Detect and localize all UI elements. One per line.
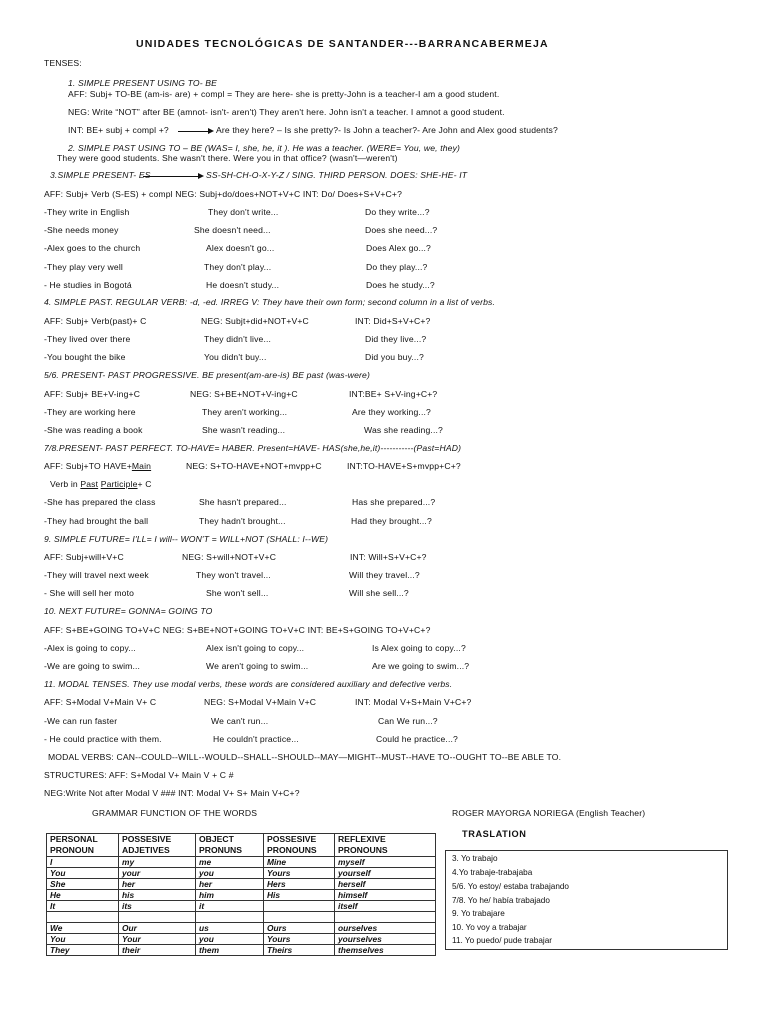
example-aff: -They had brought the ball (44, 516, 149, 526)
table-cell: His (264, 890, 335, 901)
table-row (47, 857, 436, 868)
table-cell: me (196, 857, 264, 868)
example-int: Are they working...? (352, 407, 431, 417)
s9-int: INT: Will+S+V+C+? (350, 552, 427, 562)
table-row (47, 868, 436, 879)
example-aff: -They lived over there (44, 334, 131, 344)
table-cell: Yours (264, 934, 335, 945)
table-cell (47, 912, 119, 923)
table-cell: He (47, 890, 119, 901)
s9-heading: 9. SIMPLE FUTURE= I'LL= I will-- WON'T = WILL+NOT (SHALL: I--WE) (44, 534, 329, 544)
table-cell: itself (335, 901, 436, 912)
s3-heading: 3.SIMPLE PRESENT- ES (50, 170, 151, 180)
s7-aff: AFF: Subj+TO HAVE+Main (44, 461, 152, 471)
column-header: POSSESIVE ADJETIVES (119, 834, 196, 857)
table-cell: yourself (335, 868, 436, 879)
example-int: Could he practice...? (376, 734, 458, 744)
table-cell: Ours (264, 923, 335, 934)
example-int: Are we going to swim...? (372, 661, 470, 671)
table-cell: her (119, 879, 196, 890)
s3-structure: AFF: Subj+ Verb (S-ES) + compl NEG: Subj+do/does+NOT+V+C INT: Do/ Does+S+V+C+? (44, 189, 402, 199)
table-cell (264, 912, 335, 923)
example-neg: She doesn't need... (194, 225, 271, 235)
example-int: Does Alex go...? (366, 243, 431, 253)
s2-line: They were good students. She wasn't there. Were you in that office? (wasn't—weren't) (57, 153, 398, 163)
example-aff: -They will travel next week (44, 570, 149, 580)
example-neg: We aren't going to swim... (206, 661, 309, 671)
grammar-table (46, 833, 436, 956)
table-row (47, 890, 436, 901)
s5-heading: 5/6. PRESENT- PAST PROGRESSIVE. BE present(am-are-is) BE past (was-were) (44, 370, 370, 380)
s9-aff: AFF: Subj+will+V+C (44, 552, 124, 562)
table-cell: You (47, 934, 119, 945)
table-header-row (47, 834, 436, 857)
example-int: Will they travel...? (349, 570, 420, 580)
table-cell: They (47, 945, 119, 956)
table-cell: my (119, 857, 196, 868)
table-cell: Yours (264, 868, 335, 879)
translation-item: 5/6. Yo estoy/ estaba trabajando (452, 882, 569, 891)
s2-heading: 2. SIMPLE PAST USING TO – BE (WAS= I, she, he, it ). He was a teacher. (WERE= You, we, they) (68, 143, 461, 153)
s9-neg: NEG: S+will+NOT+V+C (182, 552, 277, 562)
table-cell: Theirs (264, 945, 335, 956)
example-int: Do they write...? (365, 207, 430, 217)
translation-item: 3. Yo trabajo (452, 854, 498, 863)
example-aff: -She has prepared the class (44, 497, 156, 507)
translation-item: 7/8. Yo he/ había trabajado (452, 896, 550, 905)
table-cell: him (196, 890, 264, 901)
example-neg: Alex doesn't go... (206, 243, 275, 253)
example-neg: We can't run... (211, 716, 269, 726)
example-int: Did they live...? (365, 334, 427, 344)
example-int: Was she reading...? (364, 425, 443, 435)
table-cell: you (196, 868, 264, 879)
s11-aff: AFF: S+Modal V+Main V+ C (44, 697, 157, 707)
table-cell: She (47, 879, 119, 890)
s1-heading: 1. SIMPLE PRESENT USING TO- BE (68, 78, 218, 88)
example-aff: -You bought the bike (44, 352, 126, 362)
table-cell: its (119, 901, 196, 912)
s11-int: INT: Modal V+S+Main V+C+? (355, 697, 472, 707)
s4-heading: 4. SIMPLE PAST. REGULAR VERB: -d, -ed. IRREG V: They have their own form; second column in a list of verbs. (44, 297, 496, 307)
s3-heading-rule: SS-SH-CH-O-X-Y-Z / SING. THIRD PERSON. DOES: SHE-HE- IT (206, 170, 468, 180)
example-int: Does he study...? (366, 280, 435, 290)
s5-neg: NEG: S+BE+NOT+V-ing+C (190, 389, 298, 399)
s4-neg: NEG: Subjt+did+NOT+V+C (201, 316, 309, 326)
column-header: OBJECT PRONUNS (196, 834, 264, 857)
s7-heading: 7/8.PRESENT- PAST PERFECT. TO-HAVE= HABER. Present=HAVE- HAS(she,he,it)-----------(Past=HAD) (44, 443, 462, 453)
table-row (47, 945, 436, 956)
s4-aff: AFF: Subj+ Verb(past)+ C (44, 316, 147, 326)
example-neg: They didn't live... (204, 334, 272, 344)
modal-neg-int: NEG:Write Not after Modal V ### INT: Modal V+ S+ Main V+C+? (44, 788, 300, 798)
s7-neg: NEG: S+TO-HAVE+NOT+mvpp+C (186, 461, 322, 471)
s11-heading: 11. MODAL TENSES. They use modal verbs, these words are considered auxiliary and defective verbs. (44, 679, 453, 689)
column-header: PERSONAL PRONOUN (47, 834, 119, 857)
example-aff: -She needs money (44, 225, 119, 235)
example-neg: She won't sell... (206, 588, 269, 598)
table-cell: We (47, 923, 119, 934)
example-neg: You didn't buy... (204, 352, 267, 362)
example-neg: He couldn't practice... (213, 734, 299, 744)
table-row (47, 934, 436, 945)
tenses-label: TENSES: (44, 58, 82, 68)
example-aff: -Alex goes to the church (44, 243, 141, 253)
table-cell: your (119, 868, 196, 879)
arrow-right-icon (178, 131, 209, 132)
translation-item: 11. Yo puedo/ pude trabajar (452, 936, 553, 945)
s1-neg: NEG: Write “NOT” after BE (amnot- isn't- aren't) They aren't here. John isn't a teacher. I amnot a good student. (68, 107, 505, 117)
table-row (47, 879, 436, 890)
table-cell: themselves (335, 945, 436, 956)
table-cell: you (196, 934, 264, 945)
table-cell: Your (119, 934, 196, 945)
table-cell: her (196, 879, 264, 890)
s1-aff: AFF: Subj+ TO-BE (am-is- are) + compl = They are here- she is pretty-John is a teacher-I am a good student. (68, 89, 500, 99)
table-cell: them (196, 945, 264, 956)
s10-structure: AFF: S+BE+GOING TO+V+C NEG: S+BE+NOT+GOING TO+V+C INT: BE+S+GOING TO+V+C+? (44, 625, 431, 635)
s11-neg: NEG: S+Modal V+Main V+C (204, 697, 317, 707)
grammar-title: GRAMMAR FUNCTION OF THE WORDS (92, 808, 258, 818)
table-cell (264, 901, 335, 912)
modal-verbs-list: MODAL VERBS: CAN--COULD--WILL--WOULD--SHALL--SHOULD--MAY—MIGHT--MUST--HAVE TO--OUGHT TO--BE ABLE TO. (48, 752, 562, 762)
example-aff: -She was reading a book (44, 425, 143, 435)
table-cell: Hers (264, 879, 335, 890)
example-int: Does she need...? (365, 225, 438, 235)
table-cell: You (47, 868, 119, 879)
example-aff: -Alex is going to copy... (44, 643, 136, 653)
document-title: UNIDADES TECNOLÓGICAS DE SANTANDER---BARRANCABERMEJA (136, 38, 549, 50)
translation-box (445, 850, 728, 950)
table-cell: their (119, 945, 196, 956)
example-int: Can We run...? (378, 716, 438, 726)
example-neg: She hasn't prepared... (199, 497, 287, 507)
table-cell: his (119, 890, 196, 901)
table-cell: I (47, 857, 119, 868)
example-aff: -We can run faster (44, 716, 118, 726)
s5-int: INT:BE+ S+V-ing+C+? (349, 389, 438, 399)
translation-item: 4.Yo trabaje-trabajaba (452, 868, 533, 877)
table-cell: It (47, 901, 119, 912)
table-cell: Mine (264, 857, 335, 868)
example-neg: They don't play... (204, 262, 272, 272)
translation-item: 9. Yo trabajare (452, 909, 505, 918)
example-aff: -They are working here (44, 407, 136, 417)
column-header: POSSESIVE PRONOUNS (264, 834, 335, 857)
translation-item: 10. Yo voy a trabajar (452, 923, 527, 932)
example-neg: He doesn't study... (206, 280, 280, 290)
table-cell (119, 912, 196, 923)
table-cell: Our (119, 923, 196, 934)
s5-aff: AFF: Subj+ BE+V-ing+C (44, 389, 141, 399)
example-aff: - He studies in Bogotá (44, 280, 132, 290)
translation-title: TRASLATION (462, 829, 527, 839)
example-aff: -We are going to swim... (44, 661, 141, 671)
table-cell: it (196, 901, 264, 912)
s7-verb-note: Verb in Past Participle+ C (50, 479, 152, 489)
example-int: Has she prepared...? (352, 497, 436, 507)
example-int: Had they brought...? (351, 516, 432, 526)
example-int: Did you buy...? (365, 352, 424, 362)
s1-int: INT: BE+ subj + compl +? (68, 125, 169, 135)
table-row (47, 912, 436, 923)
table-cell: yourselves (335, 934, 436, 945)
example-aff: -They write in English (44, 207, 130, 217)
example-int: Will she sell...? (349, 588, 409, 598)
example-int: Do they play...? (366, 262, 428, 272)
column-header: REFLEXIVE PRONOUNS (335, 834, 436, 857)
example-aff: -They play very well (44, 262, 123, 272)
table-cell: himself (335, 890, 436, 901)
table-cell: myself (335, 857, 436, 868)
table-row (47, 923, 436, 934)
example-neg: They aren't working... (202, 407, 288, 417)
arrow-right-icon (143, 176, 199, 177)
modal-structures: STRUCTURES: AFF: S+Modal V+ Main V + C # (44, 770, 234, 780)
table-cell: us (196, 923, 264, 934)
example-neg: They won't travel... (196, 570, 271, 580)
example-neg: She wasn't reading... (202, 425, 286, 435)
example-aff: - She will sell her moto (44, 588, 135, 598)
table-cell: herself (335, 879, 436, 890)
example-neg: They don't write... (208, 207, 279, 217)
table-row (47, 901, 436, 912)
s10-heading: 10. NEXT FUTURE= GONNA= GOING TO (44, 606, 213, 616)
table-cell (335, 912, 436, 923)
s4-int: INT: Did+S+V+C+? (355, 316, 431, 326)
s1-int-examples: Are they here? – Is she pretty?- Is John a teacher?- Are John and Alex good students? (216, 125, 558, 135)
example-aff: - He could practice with them. (44, 734, 162, 744)
example-neg: Alex isn't going to copy... (206, 643, 305, 653)
example-neg: They hadn't brought... (199, 516, 286, 526)
table-cell: ourselves (335, 923, 436, 934)
teacher-name: ROGER MAYORGA NORIEGA (English Teacher) (452, 808, 646, 818)
example-int: Is Alex going to copy...? (372, 643, 466, 653)
table-cell (196, 912, 264, 923)
s7-int: INT:TO-HAVE+S+mvpp+C+? (347, 461, 461, 471)
